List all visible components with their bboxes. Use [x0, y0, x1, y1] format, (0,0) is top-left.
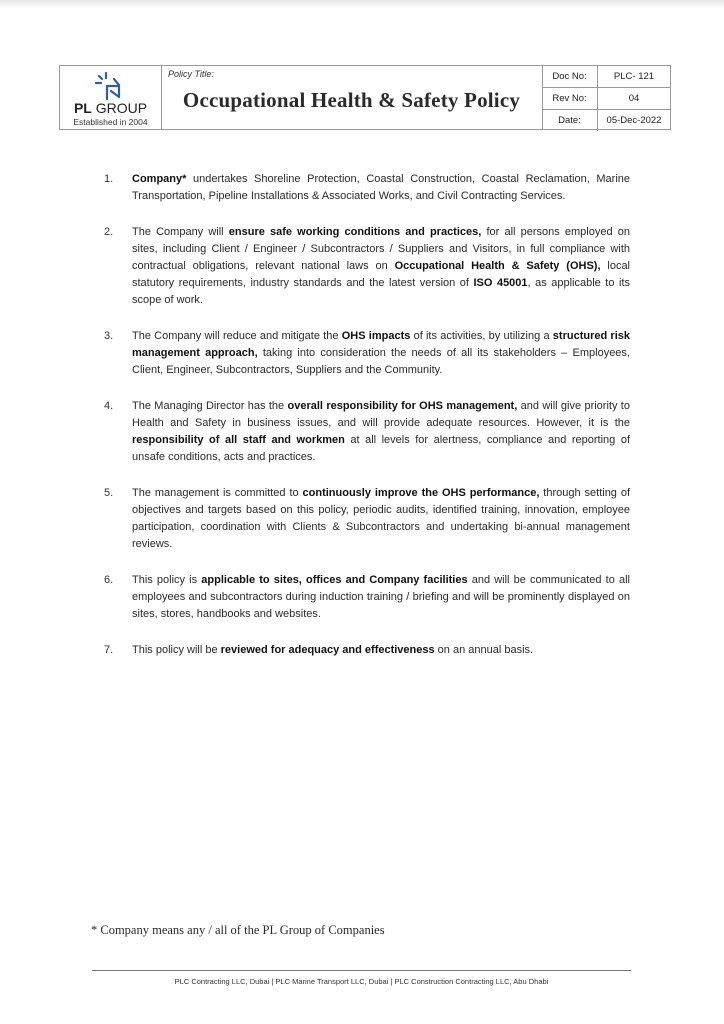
body-text: and will be communicated to all employees and subcontractors during induction training / briefing and will be prominently displayed on sites, stores, handbooks and websites.	[132, 574, 630, 620]
title-cell	[161, 66, 543, 129]
footer-divider	[92, 970, 631, 971]
body-text: of its activities, by utilizing a	[410, 330, 553, 342]
policy-item-number: 1.	[104, 173, 114, 185]
footnote: * Company means any / all of the PL Group of Companies	[91, 923, 385, 937]
pl-group-logo-icon	[94, 71, 128, 101]
policy-item	[104, 328, 630, 379]
body-text: The Company will	[132, 226, 229, 238]
policy-item	[104, 398, 630, 466]
body-text: through setting of objectives and targets based on this policy, periodic audits, identified training, innovation, employee participation, coordination with Clients & Subcontractors and undertaking bi-annual management reviews.	[132, 487, 631, 550]
emphasis-text: ensure safe working conditions and practices,	[228, 226, 482, 238]
body-text: The Managing Director has the	[132, 400, 288, 412]
meta-row-rev-no	[542, 88, 670, 110]
emphasis-text: Occupational Health & Safety (OHS),	[394, 260, 601, 272]
policy-item-text	[132, 485, 630, 553]
policy-item	[104, 171, 630, 205]
meta-key: Doc No:	[542, 66, 598, 88]
policy-item	[104, 224, 630, 309]
logo-established: Established in 2004	[73, 117, 148, 127]
policy-item-text	[132, 572, 630, 623]
emphasis-text: ISO 45001	[473, 277, 528, 289]
emphasis-text: OHS impacts	[341, 330, 411, 342]
document-meta-table	[542, 66, 670, 131]
emphasis-text: Company*	[132, 173, 187, 185]
meta-value: PLC- 121	[598, 66, 671, 88]
policy-title: Occupational Health & Safety Policy	[182, 88, 521, 112]
policy-item	[104, 642, 630, 659]
body-text: and will give priority to Health and Safety in business issues, and will provide adequate resources. However, it is the	[132, 400, 630, 429]
policy-item-text	[132, 398, 630, 466]
policy-title-label: Policy Title:	[168, 69, 214, 79]
policy-item-text	[132, 642, 630, 659]
body-text: on an annual basis.	[434, 644, 534, 656]
meta-key: Rev No:	[542, 88, 598, 110]
body-text: for all persons employed on sites, including Client / Engineer / Subcontractors / Suppliers and Visitors, in full compliance with contractual obligations, relevant national laws on	[132, 226, 630, 272]
policy-item	[104, 572, 630, 623]
body-text: local statutory requirements, industry standards and the latest version of	[132, 260, 631, 289]
policy-item-text	[132, 171, 630, 205]
emphasis-text: applicable to sites, offices and Company facilities	[201, 574, 468, 586]
emphasis-text: reviewed for adequacy and effectiveness	[220, 644, 435, 656]
meta-value: 05-Dec-2022	[598, 110, 671, 132]
policy-item-number: 2.	[104, 226, 114, 238]
footer-companies: PLC Contracting LLC, Dubai | PLC Marine Transport LLC, Dubai | PLC Construction Contracting LLC, Abu Dhabi	[174, 977, 549, 986]
policy-item-number: 3.	[104, 330, 114, 342]
policy-item-number: 7.	[104, 644, 114, 656]
logo-wordmark: PL GROUP	[73, 100, 148, 116]
body-text: taking into consideration the needs of all its stakeholders – Employees, Client, Engineer, Subcontractors, Suppliers and the Community.	[132, 347, 630, 376]
meta-key: Date:	[542, 110, 598, 132]
policy-item-text	[132, 328, 630, 379]
body-text: This policy will be	[132, 644, 221, 656]
body-text: undertakes Shoreline Protection, Coastal Construction, Coastal Reclamation, Marine Transportation, Pipeline Installations & Associated Works, and Civil Contracting Services.	[132, 173, 630, 202]
body-text: The Company will reduce and mitigate the	[132, 330, 342, 342]
scan-edge	[0, 0, 724, 8]
meta-row-doc-no	[542, 66, 670, 88]
emphasis-text: structured risk management approach,	[132, 330, 630, 359]
body-text: , as applicable to its scope of work.	[132, 277, 630, 306]
policy-item-number: 6.	[104, 574, 114, 586]
policy-item-number: 5.	[104, 487, 114, 499]
meta-row-date	[542, 110, 670, 132]
body-text: at all levels for alertness, compliance and reporting of unsafe conditions, acts and practices.	[132, 434, 630, 463]
body-text: The management is committed to	[132, 487, 303, 499]
company-logo	[60, 66, 162, 129]
document-header	[59, 65, 671, 130]
policy-item	[104, 485, 630, 553]
policy-item-number: 4.	[104, 400, 114, 412]
emphasis-text: responsibility of all staff and workmen	[132, 434, 345, 446]
policy-list	[104, 171, 630, 678]
body-text: This policy is	[132, 574, 202, 586]
meta-value: 04	[598, 88, 671, 110]
emphasis-text: continuously improve the OHS performance,	[302, 487, 540, 499]
emphasis-text: overall responsibility for OHS management,	[287, 400, 518, 412]
policy-item-text	[132, 224, 630, 309]
